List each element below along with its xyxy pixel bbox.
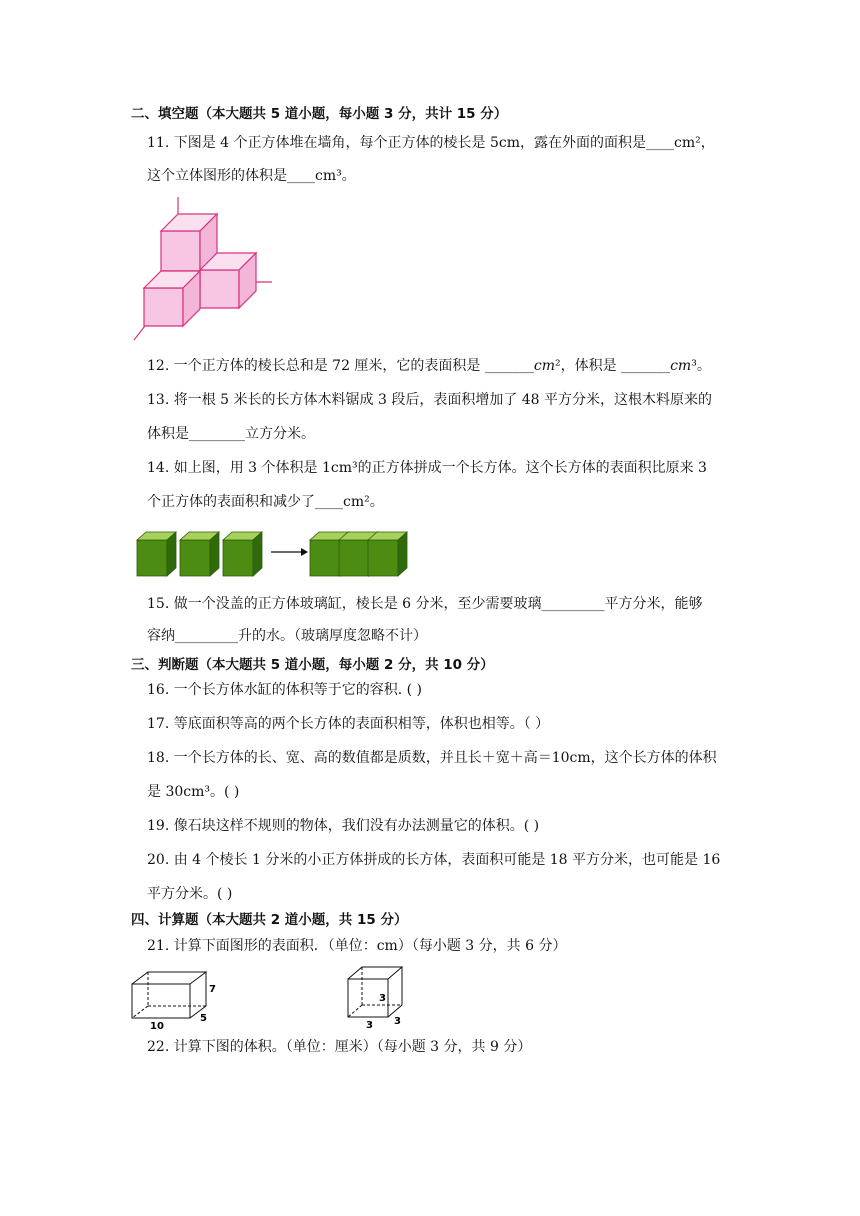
q21-cube-figure: [344, 963, 414, 1029]
q22-line: 22. 计算下图的体积。（单位：厘米）（每小题 3 分，共 9 分）: [147, 1039, 532, 1055]
q21-fig2-height: 3: [379, 993, 386, 1004]
cube-1: [137, 532, 176, 576]
q17-line: 17. 等底面积等高的两个长方体的表面积相等，体积也相等。（ ）: [147, 716, 550, 732]
q14-cubes-figure: [135, 526, 425, 582]
q14-line1: 14. 如上图，用 3 个体积是 1cm³的正方体拼成一个长方体。这个长方体的表面积比原来 3: [147, 460, 707, 476]
q20-line1: 20. 由 4 个棱长 1 分米的小正方体拼成的长方体，表面积可能是 18 平方分米，也可能是 16: [147, 852, 721, 868]
q12-unit1: cm: [533, 358, 556, 374]
section-calc-title: 四、计算题（本大题共 2 道小题，共 15 分）: [131, 912, 408, 928]
q16-line: 16. 一个长方体水缸的体积等于它的容积. ( ): [147, 682, 422, 698]
section-fill-in-title: 二、填空题（本大题共 5 道小题，每小题 3 分，共计 15 分）: [131, 106, 508, 122]
q21-fig1-length: 10: [150, 1021, 164, 1030]
q20-line2: 平方分米。( ): [147, 886, 233, 902]
cube-2: [180, 532, 219, 576]
q11-cubes-figure: [130, 192, 280, 342]
q15-line2: 容纳_________升的水。（玻璃厚度忽略不计）: [147, 628, 427, 644]
q15-line1: 15. 做一个没盖的正方体玻璃缸，棱长是 6 分米，至少需要玻璃_________平方分米，能够: [147, 596, 703, 612]
q12-text-c: ³。: [691, 358, 711, 374]
q18-line2: 是 30cm³。( ): [147, 784, 240, 800]
section-judge-title: 三、判断题（本大题共 5 道小题，每小题 2 分，共 10 分）: [131, 657, 494, 673]
q21-fig1-height: 7: [209, 984, 216, 995]
q21-line: 21. 计算下面图形的表面积．（单位：cm）（每小题 3 分，共 6 分）: [147, 938, 567, 954]
q21-fig2-length: 3: [366, 1020, 373, 1029]
q12-text-a: 12. 一个正方体的棱长总和是 72 厘米，它的表面积是 _______: [147, 358, 534, 374]
q13-line1: 13. 将一根 5 米长的长方体木料锯成 3 段后，表面积增加了 48 平方分米，这根木料原来的: [147, 392, 713, 408]
q21-fig2-width: 3: [394, 1016, 401, 1027]
q11-line2: 这个立体图形的体积是____cm³。: [147, 168, 356, 184]
q11-line1: 11. 下图是 4 个正方体堆在墙角，每个正方体的棱长是 5cm，露在外面的面积是____cm²，: [147, 135, 715, 151]
q12-unit2: cm: [670, 358, 692, 374]
joined-cuboid: [310, 532, 407, 576]
q21-cuboid-figure: [128, 968, 218, 1030]
arrow-icon: [271, 548, 308, 556]
q19-line: 19. 像石块这样不规则的物体，我们没有办法测量它的体积。( ): [147, 818, 540, 834]
q12-line: [147, 356, 711, 376]
q13-line2: 体积是________立方分米。: [147, 426, 315, 442]
q21-fig1-width: 5: [200, 1013, 207, 1024]
cube-3: [223, 532, 262, 576]
q12-text-b: ²，体积是 _______: [555, 358, 671, 374]
q18-line1: 18. 一个长方体的长、宽、高的数值都是质数，并且长＋宽＋高＝10cm，这个长方体的体积: [147, 750, 717, 766]
q14-line2: 个正方体的表面积和减少了____cm²。: [147, 494, 384, 510]
